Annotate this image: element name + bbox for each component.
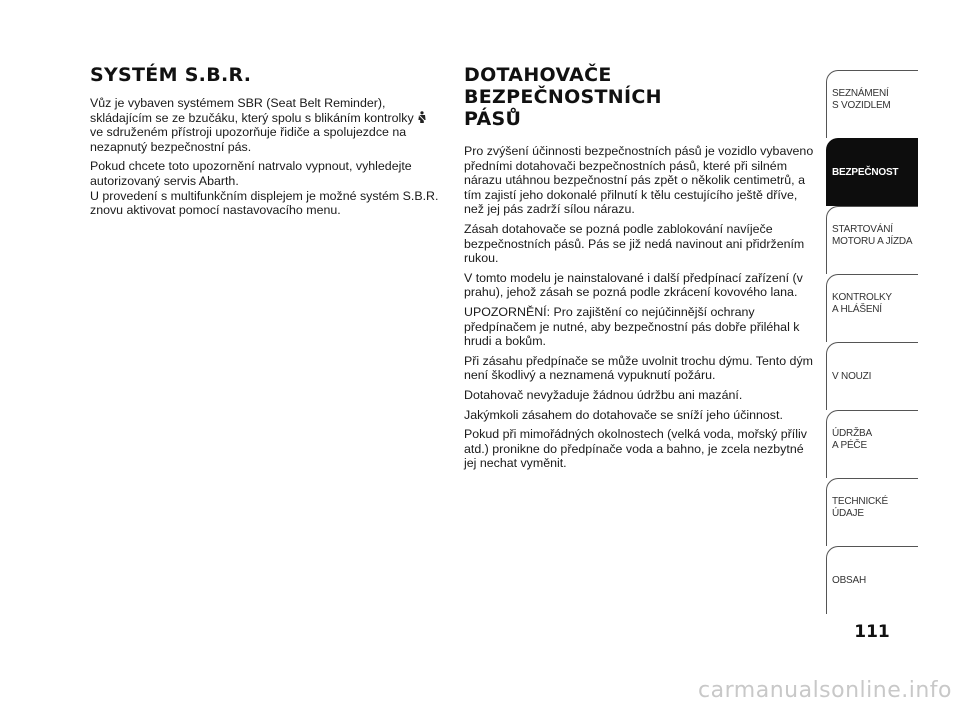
paragraph: Pro zvýšení účinnosti bezpečnostních pásů je vozidlo vybaveno předními dotahovači bezpečnostních pásů, které při silném nárazu utáhnou bezpečnostní pás zpět o několik centimetrů, a tím zajistí jeho dokonalé přilnutí k tělu cestujícího ještě dříve, než jej pás zadrží sílou nárazu. <box>464 144 814 217</box>
tab-label: ÚDRŽBA <box>832 428 872 439</box>
title-line: DOTAHOVAČE BEZPEČNOSTNÍCH <box>464 64 662 108</box>
watermark: carmanualsonline.info <box>698 678 952 703</box>
right-column <box>464 64 816 476</box>
paragraph-sbr-reactivate: U provedení s multifunkčním displejem je možné systém S.B.R. znovu aktivovat pomocí nastavovacího menu. <box>90 188 439 218</box>
page-number: 111 <box>854 622 890 642</box>
tab-label: MOTORU A JÍZDA <box>832 236 913 247</box>
tab-obsah[interactable] <box>826 546 918 614</box>
tab-label: ÚDAJE <box>832 508 864 519</box>
left-column <box>90 64 442 223</box>
section-title-pretensioners <box>464 64 816 130</box>
seatbelt-warning-icon <box>417 111 427 123</box>
paragraph: Při zásahu předpínače se může uvolnit trochu dýmu. Tento dým není škodlivý a neznamená vypuknutí požáru. <box>464 353 813 383</box>
paragraph-warning: UPOZORNĚNÍ: Pro zajištění co nejúčinnější ochrany předpínačem je nutné, aby bezpečnostní pás dobře přiléhal k hrudi a bokům. <box>464 304 800 349</box>
tab-label: OBSAH <box>832 575 867 586</box>
text-segment: Vůz je vybaven systémem SBR (Seat Belt Reminder), skládajícím se ze bzučáku, který spolu s blikáním kontrolky <box>90 96 418 125</box>
text-segment: ve sdruženém přístroji upozorňuje řidiče a spolujezdce na nezapnutý bezpečnostní pás. <box>90 125 407 154</box>
paragraph: V tomto modelu je nainstalované i další předpínací zařízení (v prahu), jehož zásah se pozná podle zkrácení kovového lana. <box>464 270 803 300</box>
tab-label: V NOUZI <box>832 371 872 382</box>
tab-label: TECHNICKÉ <box>832 496 888 507</box>
tab-udrzba[interactable] <box>826 410 918 478</box>
section-title-sbr: SYSTÉM S.B.R. <box>90 64 252 86</box>
title-line: PÁSŮ <box>464 108 522 130</box>
tab-seznameni[interactable] <box>826 70 918 138</box>
tab-v-nouzi[interactable] <box>826 342 918 410</box>
paragraph-sbr-disable: Pokud chcete toto upozornění natrvalo vypnout, vyhledejte autorizovaný servis Abarth. <box>90 159 412 188</box>
paragraph: Jakýmkoli zásahem do dotahovače se sníží jeho účinnost. <box>464 407 783 422</box>
tab-label: S VOZIDLEM <box>832 100 891 111</box>
chapter-tabs <box>826 70 918 614</box>
paragraph: Pokud při mimořádných okolnostech (velká voda, mořský příliv atd.) pronikne do předpínače voda a bahno, je zcela nezbytné jej nechat vyměnit. <box>464 427 807 471</box>
tab-startovani[interactable] <box>826 206 918 274</box>
tab-label: BEZPEČNOST <box>832 167 899 178</box>
tab-label: STARTOVÁNÍ <box>832 224 893 235</box>
tab-label: SEZNÁMENÍ <box>832 88 889 99</box>
tab-label: KONTROLKY <box>832 292 892 303</box>
tab-technicke-udaje[interactable] <box>826 478 918 546</box>
paragraph: Zásah dotahovače se pozná podle zablokování navíječe bezpečnostních pásů. Pás se již nedá navinout ani přidržením rukou. <box>464 221 805 266</box>
paragraph: Dotahovač nevyžaduje žádnou údržbu ani mazání. <box>464 387 743 402</box>
tab-kontrolky[interactable] <box>826 274 918 342</box>
tab-bezpecnost[interactable] <box>826 138 918 206</box>
tab-label: A PÉČE <box>832 440 867 451</box>
tab-label: A HLÁŠENÍ <box>832 304 882 315</box>
paragraph-sbr-intro <box>90 96 442 154</box>
